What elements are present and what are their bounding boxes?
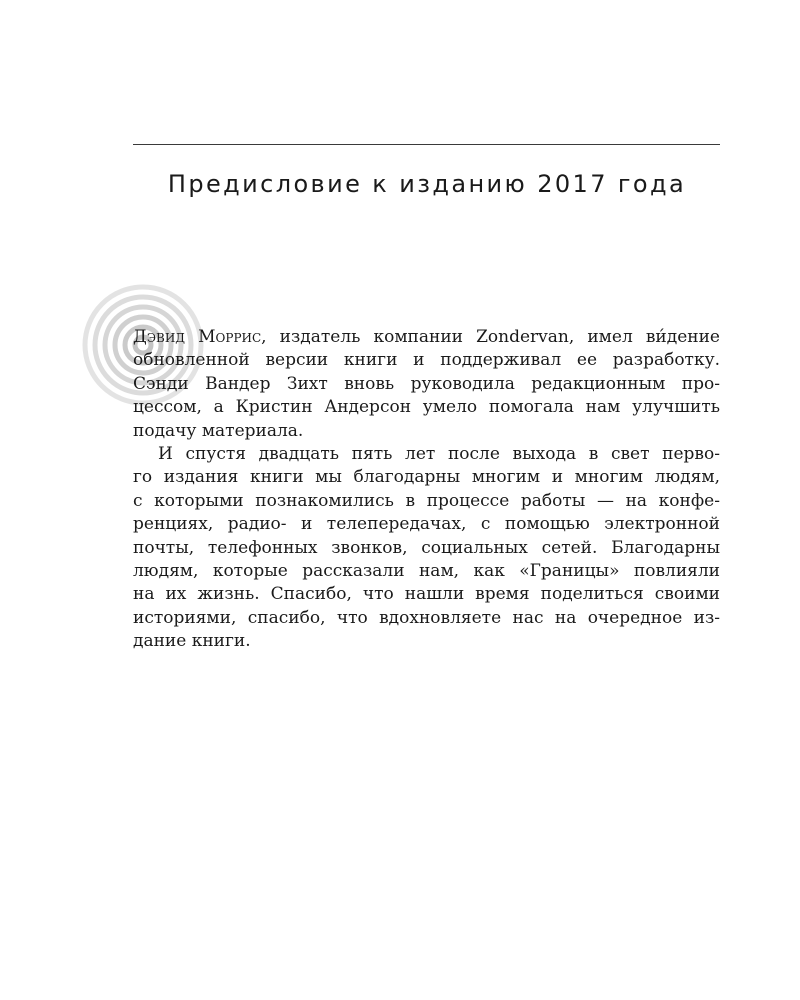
paragraph-line: ренциях, радио- и телепередачах, с помощью электронной (133, 514, 720, 535)
paragraph-line: дание книги. (133, 631, 251, 652)
paragraph-line: подачу материала. (133, 420, 304, 441)
paragraph-1 (133, 326, 720, 443)
paragraph-line: цессом, а Кристин Андерсон умело помогала нам улучшить (133, 397, 720, 418)
paragraph-line: с которыми познакомились в процессе работы — на конфе- (133, 490, 720, 511)
paragraph-line: на их жизнь. Спасибо, что нашли время поделиться своими (133, 584, 720, 605)
paragraph-line (133, 326, 720, 349)
paragraph-line: историями, спасибо, что вдохновляете нас на очередное из- (133, 607, 720, 628)
chapter-top-rule (133, 144, 720, 145)
body-text (133, 326, 720, 654)
line-text: , издатель компании Zondervan, имел ви́дение (261, 327, 720, 347)
paragraph-line: людям, которые рассказали нам, как «Границы» повлияли (133, 561, 720, 582)
paragraph-line: почты, телефонных звонков, социальных сетей. Благодарны (133, 537, 720, 558)
chapter-title: Предисловие к изданию 2017 года (167, 170, 687, 198)
paragraph-line: го издания книги мы благодарны многим и многим людям, (133, 467, 720, 488)
paragraph-2 (133, 443, 720, 654)
paragraph-line: Сэнди Вандер Зихт вновь руководила редакционным про- (133, 373, 720, 394)
author-name: Дэвид Моррис (133, 327, 262, 347)
paragraph-line: И спустя двадцать пять лет после выхода в свет перво- (158, 444, 720, 465)
paragraph-line: обновленной версии книги и поддерживал ее разработку. (133, 350, 720, 371)
